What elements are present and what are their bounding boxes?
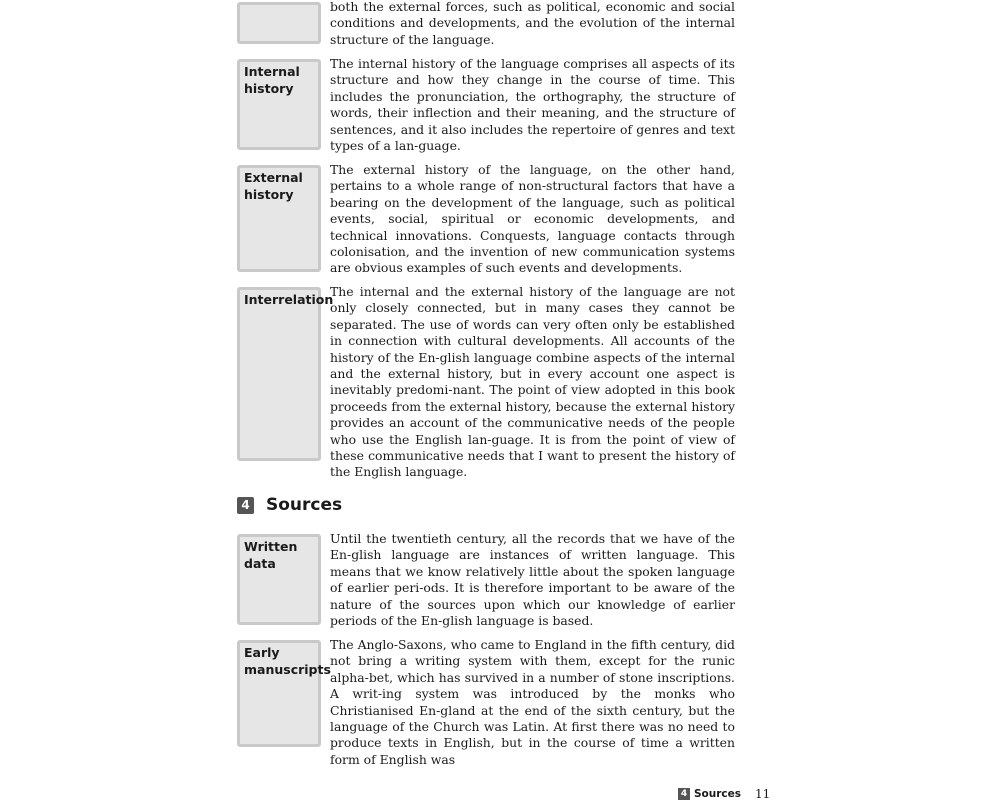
margin-label: Interrelation xyxy=(244,292,334,307)
margin-box xyxy=(237,640,331,747)
footer-section-title: Sources xyxy=(694,787,742,800)
section-heading xyxy=(237,493,342,517)
early-manuscripts-paragraph xyxy=(237,637,735,767)
margin-box xyxy=(237,165,321,272)
written-data-paragraph xyxy=(237,531,735,629)
margin-box xyxy=(237,2,321,44)
margin-box xyxy=(237,287,334,461)
margin-box xyxy=(237,534,321,625)
footer-section-number: 4 xyxy=(678,788,690,800)
continuation-paragraph xyxy=(237,0,735,47)
margin-label: Early manuscripts xyxy=(244,645,331,677)
margin-label: Internal history xyxy=(244,64,300,96)
page-footer xyxy=(678,786,770,801)
paragraph-text: The external history of the language, on the other hand, pertains to a whole range of non-structural factors that have a bearing on the development of the language, such as political events, social, spiritual or economic developments, and technical innovations. Conquests, language contacts through colonisation, and the invention of new communication systems are obvious examples of such events and developments. xyxy=(330,162,735,276)
margin-box xyxy=(237,59,321,150)
page-number: 11 xyxy=(755,786,771,801)
margin-label: Written data xyxy=(244,539,298,571)
paragraph-text: The Anglo-Saxons, who came to England in the fifth century, did not bring a writing system with them, except for the runic alpha-bet, which has survived in a number of stone inscriptions. A writ-ing system was introduced by the monks who Christianised En-gland at the end of the sixth century, but the language of the Church was Latin. At first there was no need to produce texts in English, but in the course of time a written form of English was xyxy=(330,637,735,767)
margin-label: External history xyxy=(244,170,303,202)
interrelation-paragraph xyxy=(237,284,735,480)
paragraph-text: Until the twentieth century, all the records that we have of the En-glish language are instances of written language. This means that we know relatively little about the spoken language of earlier peri-ods. It is therefore important to be aware of the nature of the sources upon which our knowledge of earlier periods of the En-glish language is based. xyxy=(330,531,735,629)
paragraph-text: The internal and the external history of the language are not only closely connected, but in many cases they cannot be separated. The use of words can very often only be established in connection with cultural developments. All accounts of the history of the En-glish language combine aspects of the internal and the external history, but in every account one aspect is inevitably predomi-nant. The point of view adopted in this book proceeds from the external history, because the external history provides an account of the communicative needs of the people who use the English lan-guage. It is from the point of view of these communicative needs that I want to present the history of the English language. xyxy=(330,284,735,480)
external-history-paragraph xyxy=(237,162,735,276)
internal-history-paragraph xyxy=(237,56,735,154)
section-number-badge: 4 xyxy=(237,497,254,514)
paragraph-text: The internal history of the language comprises all aspects of its structure and how they change in the course of time. This includes the pronunciation, the orthography, the structure of words, their inflection and their meaning, and the structure of sentences, and it also includes the repertoire of genres and text types of a lan-guage. xyxy=(330,56,735,154)
section-title: Sources xyxy=(266,495,343,515)
paragraph-text: both the external forces, such as political, economic and social conditions and developments, and the evolution of the internal structure of the language. xyxy=(330,0,735,47)
